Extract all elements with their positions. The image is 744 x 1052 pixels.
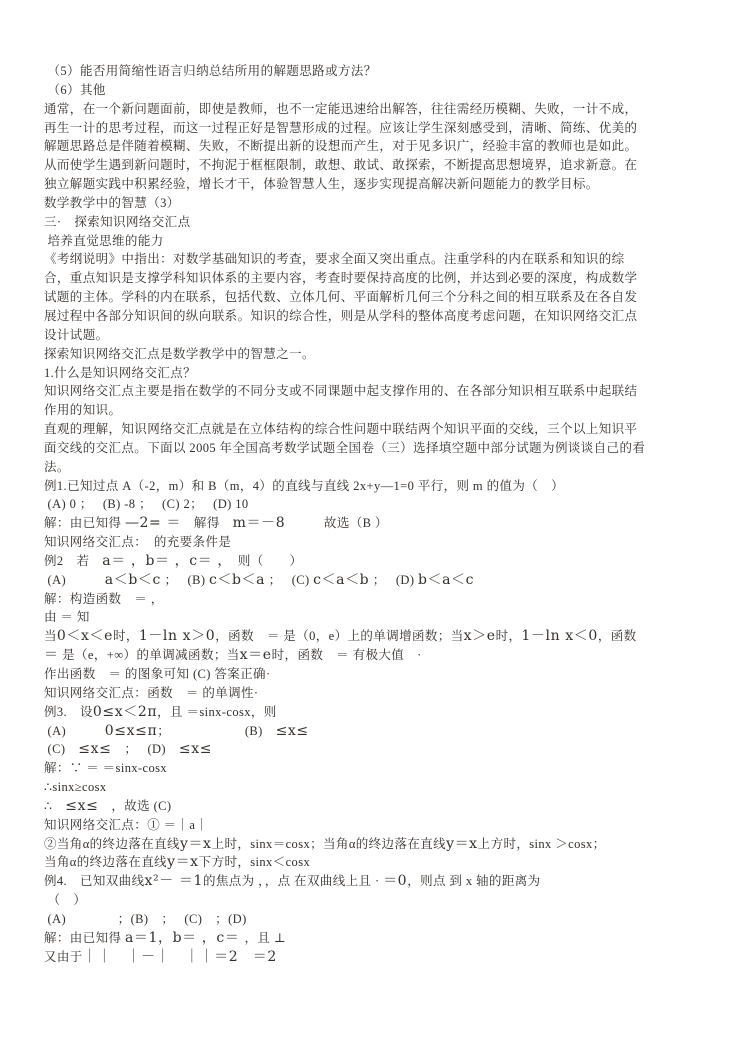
math-fragment: ≤x≤ [178,741,213,758]
text-fragment: ，且 ＝sinx-cosx，则 [157,704,277,719]
math-fragment: 1－ln x＞0 [138,628,216,645]
text-line [44,759,712,778]
text-fragment: ； (C) [265,572,314,587]
text-line [44,119,712,138]
text-fragment: （5）能否用简缩性语言归纳总结所用的解题思路或方法？ [44,64,377,78]
text-line [44,269,712,288]
text-line [44,495,712,514]
text-fragment: 作用的知识。 [44,403,122,418]
text-fragment: （6）其他 [44,82,106,97]
document-body [44,62,712,967]
text-fragment: 是（e，+∞）的单调减函数；当 [58,648,240,663]
text-fragment: 解题思路总是伴随着模糊、失败，不断提出新的设想而产生，对于见多识广，经验丰富的教师也是如此。 [44,139,638,154]
text-line [44,62,712,81]
text-line [44,778,712,797]
text-line [44,533,712,552]
text-fragment: 展过程中各部分知识间的纵向联系。知识的综合性，则是从学科的整体高度考虑问题，在知识网络交汇点 [44,308,638,323]
math-fragment: 1－ln x＜0 [521,628,598,645]
text-line [44,627,712,646]
text-line [44,552,712,571]
text-fragment: 解：∵ ＝ ＝sinx-cosx [44,761,168,776]
text-fragment: 例2 若 [44,553,103,568]
math-fragment: a＝1，b＝ ，c＝ [124,929,245,946]
text-line [44,608,712,627]
math-fragment: 0＜x＜e [56,628,113,645]
text-fragment: 设计试题。 [44,327,109,342]
text-fragment: 解：由已知得 [44,930,125,945]
text-fragment: 时， [495,629,522,644]
text-fragment: 三· 探索知识网络交汇点 [44,214,191,229]
text-fragment: 试题的主体。学科的内在联系，包括代数、立体几何、平面解析几何三个分科之间的相互联系及在各自发 [44,290,638,305]
text-line [44,722,712,741]
text-fragment: 面交线的交汇点。下面以 2005 年全国高考数学试题全国卷（三）选择填空题中部分试题为例谈谈自己的看 [44,440,646,455]
text-fragment: ∴ [44,798,66,813]
text-line [44,835,712,854]
text-line [44,100,712,119]
math-fragment: x²－ ＝1 [144,873,203,890]
text-fragment: 法。 [44,459,70,474]
text-line [44,382,712,401]
text-fragment: 探索知识网络交汇点是数学教学中的智慧之一。 [44,346,315,361]
text-line [44,213,712,232]
math-fragment: —2= ＝ [124,515,182,532]
text-fragment: ； (D) [369,572,418,587]
math-fragment: m＝－8 [232,515,286,532]
math-fragment: c＜a＜b [313,571,370,588]
text-line [44,684,712,703]
text-line [44,250,712,269]
text-fragment: ，故选 (C) [98,798,172,813]
text-line [44,345,712,364]
text-line [44,364,712,383]
text-fragment: 例4. 已知双曲线 [44,874,145,889]
text-fragment: 知识网络交汇点主要是指在数学的不同分支或不同课题中起支撑作用的、在各部分知识相互联系中起联结 [44,384,638,399]
text-fragment: 数学教学中的智慧（3） [44,195,180,210]
text-fragment: 由 ＝ 知 [44,610,90,625]
text-fragment: 独立解题实践中积累经验，增长才干，体验智慧人生，逐步实现提高解决新问题能力的教学目标。 [44,177,599,192]
text-fragment: (A) [44,723,105,738]
math-fragment: ≤x≤ [78,741,112,758]
text-line [44,194,712,213]
text-line [44,420,712,439]
math-fragment: ＝0 [383,873,408,890]
text-line [44,910,712,929]
text-fragment: ； (B) [160,572,209,587]
text-line [44,81,712,100]
text-line [44,401,712,420]
math-fragment: a＝ ，b＝ ，c＝ ， [102,552,225,569]
math-fragment: ≤x≤ [275,722,309,739]
text-line [44,307,712,326]
text-fragment: ； (B) [157,723,276,738]
text-line [44,232,712,251]
math-fragment: ｜｜ ｜－｜ ｜｜＝2 ＝2 [82,948,277,965]
text-line [44,665,712,684]
text-fragment: 时，函数 ＝ 有极大值 · [271,648,422,663]
text-fragment: 知识网络交汇点： 的充要条件是 [44,535,232,550]
text-fragment: 又由于 [44,949,83,964]
text-line [44,477,712,496]
text-fragment: 1.什么是知识网络交汇点？ [44,365,197,380]
text-line [44,514,712,533]
text-fragment: ，函数 ＝ 是（0，e）上的单调增函数；当 [215,629,464,644]
text-fragment: (A) [44,572,105,587]
text-fragment: 当 [44,629,57,644]
text-line [44,326,712,345]
text-line [44,872,712,891]
text-line [44,948,712,967]
text-line [44,571,712,590]
text-fragment: ，函数 [597,629,637,644]
text-line [44,137,712,156]
text-fragment: 故选（B ） [285,516,388,531]
text-fragment: ∴sinx≥cosx [44,780,107,795]
text-line [44,703,712,722]
math-fragment: ＝ [44,647,59,664]
text-line [44,288,712,307]
math-fragment: y＝x [446,835,478,852]
math-fragment: c＜b＜a [208,571,266,588]
text-line [44,439,712,458]
text-fragment: (A) ；(B) ； (C) ；(D) [44,911,247,926]
math-fragment: ≤x≤ [65,797,99,814]
text-fragment: 《考纲说明》中指出：对数学基础知识的考查，要求全面又突出重点。注重学科的内在联系和知识的综 [44,252,625,267]
text-fragment: 解得 [181,516,233,531]
math-fragment: b＜a＜c [417,571,475,588]
text-fragment: 知识网络交汇点：① ＝｜a｜ [44,817,209,832]
text-fragment: 知识网络交汇点：函数 ＝ 的单调性· [44,685,259,700]
text-fragment: ，则点 到 x 轴的距离为 [407,874,541,889]
text-fragment: ； (D) [111,742,179,757]
text-line [44,891,712,910]
text-fragment: 时， [113,629,139,644]
text-line [44,929,712,948]
math-fragment: y＝x [167,854,199,871]
text-fragment: 直观的理解，知识网络交汇点就是在立体结构的综合性问题中联结两个知识平面的交线，三个以上知识平 [44,422,638,437]
text-fragment: （ ） [44,893,87,908]
text-fragment: 从而使学生遇到新问题时，不拘泥于框框限制，敢想、敢试、敢探索，不断提高思想境界，追求新意。在 [44,158,638,173]
text-line [44,740,712,759]
text-fragment: 合，重点知识是支撑学科知识体系的主要内容，考查时要保持高度的比例，并达到必要的深度，构成数学 [44,271,638,286]
text-fragment: ，且 ⊥ [244,930,286,945]
text-fragment: 解：由已知得 [44,516,125,531]
text-line [44,853,712,872]
text-fragment: ②当角α的终边落在直线 [44,836,180,851]
text-fragment: 例3. 设 [44,704,93,719]
math-fragment: a＜b＜c [104,571,161,588]
text-fragment: (C) [44,742,79,757]
text-fragment: 上方时，sinx ＞cosx； [477,836,606,851]
text-line [44,797,712,816]
math-fragment: x＝e [239,647,272,664]
math-fragment: 0≤x≤π [104,722,158,739]
text-fragment: 上时，sinx＝cosx；当角α的终边落在直线 [211,836,447,851]
text-line [44,458,712,477]
text-fragment: 再生一计的思考过程，而这一过程正好是智慧形成的过程。应该让学生深刻感受到，清晰、简练、优美的 [44,120,638,135]
text-line [44,590,712,609]
text-fragment: 通常，在一个新问题面前，即使是教师，也不一定能迅速给出解答，往往需经历模糊、失败，一计不成， [44,101,638,116]
text-fragment: 则（ ） [224,553,303,568]
text-fragment: (A) 0 ； (B) -8 ； (C) 2； (D) 10 [44,497,249,512]
text-fragment: 的焦点为 ，，点 在双曲线上且 · [202,874,384,889]
text-fragment: 作出函数 ＝ 的图象可知 (C) 答案正确· [44,667,271,681]
text-fragment: 培养直觉思维的能力 [44,233,164,248]
text-line [44,156,712,175]
text-line [44,646,712,665]
text-line [44,816,712,835]
text-line [44,175,712,194]
math-fragment: 0≤x＜2π [92,703,158,720]
text-fragment: 下方时，sinx＜cosx [198,855,311,870]
math-fragment: y＝x [179,835,212,852]
text-fragment: 解：构造函数 ＝ ， [44,591,164,606]
math-fragment: x＞e [463,628,496,645]
text-fragment: 当角α的终边落在直线 [44,855,168,870]
text-fragment: 例1.已知过点 A（-2，m）和 B（m，4）的直线与直线 2x+y—1=0 平行，则 m 的值为（ ） [44,478,564,493]
